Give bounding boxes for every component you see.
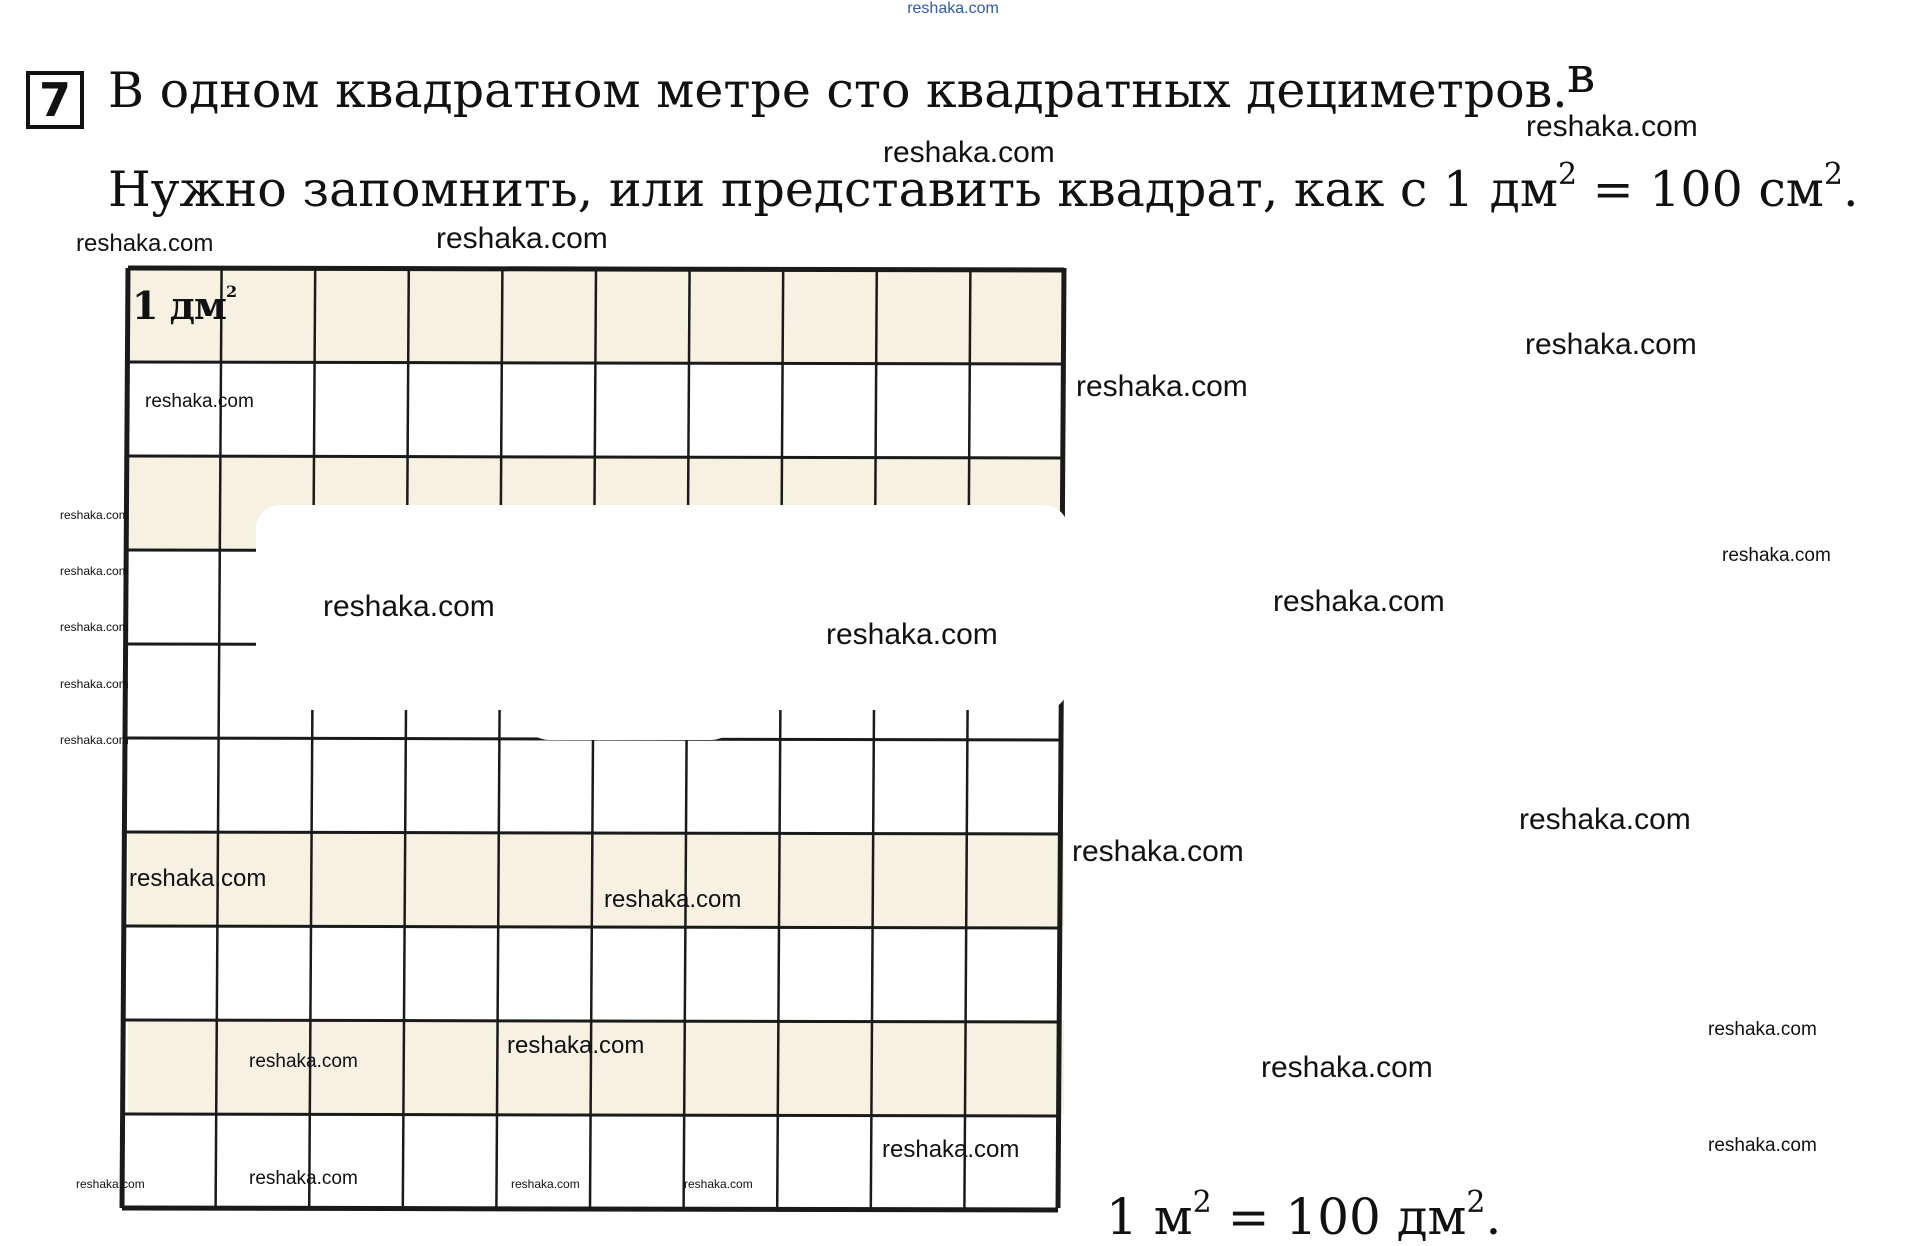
formula-mid: = 100 дм — [1211, 1188, 1467, 1246]
overlapping-letter: в — [1567, 46, 1596, 104]
watermark: reshaka.com — [684, 1177, 753, 1191]
result-formula — [1106, 1185, 1502, 1246]
watermark: reshaka.com — [249, 1168, 358, 1189]
watermark: reshaka.com — [76, 230, 214, 257]
grid-line-horizontal — [128, 268, 1064, 270]
watermark: reshaka.com — [60, 733, 129, 747]
watermark: reshaka.com — [1525, 328, 1697, 361]
grid-svg — [118, 264, 1068, 1216]
watermark: reshaka.com — [249, 1051, 358, 1072]
watermark: reshaka.com — [511, 1177, 580, 1191]
grid-line-horizontal — [123, 1114, 1059, 1116]
watermark: reshaka.com — [882, 1136, 1020, 1163]
watermark: reshaka.com — [1708, 1019, 1817, 1040]
unit-square-exponent: 2 — [226, 282, 237, 301]
grid-line-horizontal — [127, 456, 1063, 458]
watermark: reshaka.com — [60, 564, 129, 578]
watermark: reshaka.com — [76, 1177, 145, 1191]
formula-left: 1 м — [1106, 1188, 1193, 1246]
formula-end: . — [1485, 1188, 1502, 1246]
watermark: reshaka.com — [604, 886, 742, 913]
watermark: reshaka.com — [1722, 545, 1831, 566]
watermark: reshaka.com — [826, 618, 998, 651]
watermark: reshaka.com — [1273, 585, 1445, 618]
watermark: reshaka.com — [507, 1032, 645, 1059]
watermark: reshaka.com — [60, 508, 129, 522]
watermark: reshaka.com — [1526, 110, 1698, 143]
watermark: reshaka.com — [1076, 370, 1248, 403]
watermark: reshaka.com — [1261, 1051, 1433, 1084]
unit-square-label — [132, 282, 237, 328]
grid-line-horizontal — [124, 832, 1060, 834]
grid-row-shade — [128, 832, 1064, 926]
grid-line-horizontal — [123, 1020, 1059, 1022]
line2-mid: = 100 см — [1577, 161, 1824, 218]
square-meter-grid — [118, 264, 1068, 1216]
watermark: reshaka.com — [1072, 835, 1244, 868]
line2-text: Нужно запомнить, или представить квадрат, как с 1 дм — [108, 161, 1558, 218]
task-statement-line1: В одном квадратном метре сто квадратных дециметров. — [108, 62, 1568, 119]
unit-square-text: 1 дм — [132, 283, 227, 328]
white-blotch — [520, 680, 740, 740]
grid-line-horizontal — [122, 1208, 1058, 1210]
grid-line-horizontal — [124, 926, 1060, 928]
line2-exponent-2: 2 — [1823, 157, 1844, 192]
line2-exponent-1: 2 — [1557, 157, 1578, 192]
formula-left-exponent: 2 — [1192, 1185, 1212, 1220]
watermark: reshaka.com — [1708, 1135, 1817, 1156]
watermark: reshaka.com — [883, 136, 1055, 169]
site-url[interactable]: reshaka.com — [907, 0, 999, 17]
watermark: reshaka.com — [60, 620, 129, 634]
grid-line-horizontal — [127, 362, 1063, 364]
task-number-box — [26, 71, 84, 129]
watermark: reshaka.com — [60, 677, 129, 691]
line2-end: . — [1843, 161, 1859, 218]
watermark: reshaka.com — [323, 590, 495, 623]
watermark: reshaka.com — [436, 222, 608, 255]
task-number: 7 — [38, 73, 71, 127]
watermark: reshaka.com — [145, 391, 254, 412]
watermark: reshaka.com — [1519, 803, 1691, 836]
watermark: reshaka.com — [129, 865, 267, 892]
formula-right-exponent: 2 — [1466, 1185, 1486, 1220]
